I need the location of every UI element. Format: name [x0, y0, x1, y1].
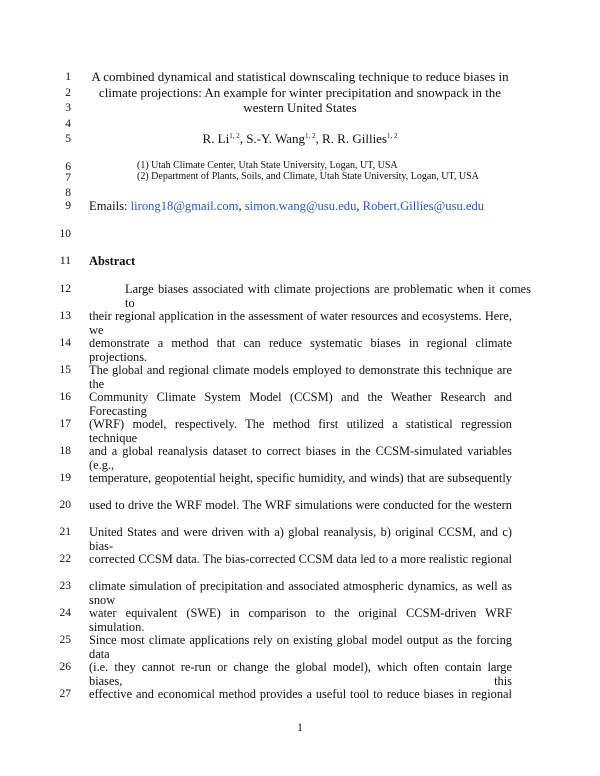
- line-number: 11: [59, 255, 71, 267]
- abstract-line: corrected CCSM data. The bias-corrected CCSM data led to a more realistic regional: [89, 552, 512, 566]
- email-link-1[interactable]: lirong18@gmail.com: [130, 199, 239, 213]
- title-line-1: A combined dynamical and statistical downscaling technique to reduce biases in: [91, 69, 509, 84]
- abstract-heading: Abstract: [89, 254, 136, 268]
- emails-label: Emails:: [89, 199, 128, 213]
- emails: Emails: lirong18@gmail.com, simon.wang@usu.edu, Robert.Gillies@usu.edu: [89, 199, 485, 213]
- line-number: 25: [59, 634, 71, 646]
- page-number: 1: [297, 722, 303, 734]
- line-number: 23: [59, 580, 71, 592]
- line-number: 22: [59, 553, 71, 565]
- author-name: R. R. Gillies: [322, 131, 388, 146]
- line-number: 1: [65, 71, 71, 83]
- abstract-line: Community Climate System Model (CCSM) and the Weather Research and Forecasting: [89, 390, 512, 418]
- abstract-line: Since most climate applications rely on existing global model output as the forcing data: [89, 633, 512, 661]
- line-number: 18: [59, 445, 71, 457]
- line-number: 6: [65, 161, 71, 173]
- abstract-line: their regional application in the assessment of water resources and ecosystems. Here, we: [89, 309, 512, 337]
- line-number: 20: [59, 499, 71, 511]
- author-affil: 1, 2: [387, 132, 398, 140]
- line-number: 8: [65, 187, 71, 199]
- line-number: 2: [65, 87, 71, 99]
- line-number: 15: [59, 364, 71, 376]
- line-number: 17: [59, 418, 71, 430]
- abstract-line: (i.e. they cannot re-run or change the global model), which often contain large biases, this: [89, 660, 512, 688]
- line-number: 24: [59, 607, 71, 619]
- abstract-line: climate simulation of precipitation and associated atmospheric dynamics, as well as snow: [89, 579, 512, 607]
- title-line-2: climate projections: An example for winter precipitation and snowpack in the: [98, 85, 502, 100]
- authors: R. Li$^{1, 2}$, S.-Y. Wang$^{1, 2}$, R. R. Gillies$^{1, 2}$: [202, 131, 398, 146]
- line-number: 19: [59, 472, 71, 484]
- abstract-line: demonstrate a method that can reduce systematic biases in regional climate projections.: [89, 336, 512, 364]
- title-line-3: western United States: [243, 100, 357, 115]
- line-number: 14: [59, 337, 71, 349]
- author-affil: 1, 2: [229, 132, 240, 140]
- line-number: 16: [59, 391, 71, 403]
- abstract-line: used to drive the WRF model. The WRF simulations were conducted for the western: [89, 498, 512, 512]
- line-number: 27: [59, 688, 71, 700]
- line-number: 26: [59, 661, 71, 673]
- abstract-line: and a global reanalysis dataset to correct biases in the CCSM-simulated variables (e.g.,: [89, 444, 512, 472]
- line-number: 13: [59, 310, 71, 322]
- email-link-3[interactable]: Robert.Gillies@usu.edu: [362, 199, 485, 213]
- line-number: 4: [65, 118, 71, 130]
- line-number: 9: [65, 200, 71, 212]
- abstract-line: water equivalent (SWE) in comparison to the original CCSM-driven WRF simulation.: [89, 606, 512, 634]
- author-name: R. Li: [202, 131, 230, 146]
- author-affil: 1, 2: [305, 132, 316, 140]
- affiliation-1: (1) Utah Climate Center, Utah State University, Logan, UT, USA: [137, 160, 398, 171]
- line-number: 7: [65, 172, 71, 184]
- line-number: 10: [59, 228, 71, 240]
- line-number: 3: [65, 102, 71, 114]
- line-number: 12: [59, 283, 71, 295]
- abstract-line: United States and were driven with a) global reanalysis, b) original CCSM, and c) bias-: [89, 525, 512, 553]
- abstract-line: The global and regional climate models employed to demonstrate this technique are the: [89, 363, 512, 391]
- abstract-line: effective and economical method provides a useful tool to reduce biases in regional: [89, 687, 512, 701]
- affiliation-2: (2) Department of Plants, Soils, and Climate, Utah State University, Logan, UT, USA: [137, 171, 479, 182]
- author-name: S.-Y. Wang: [246, 131, 305, 146]
- abstract-line: (WRF) model, respectively. The method first utilized a statistical regression technique: [89, 417, 512, 445]
- abstract-line: Large biases associated with climate projections are problematic when it comes to: [125, 282, 531, 310]
- abstract-line: temperature, geopotential height, specific humidity, and winds) that are subsequently: [89, 471, 512, 485]
- line-number: 5: [65, 133, 71, 145]
- email-link-2[interactable]: simon.wang@usu.edu: [244, 199, 357, 213]
- line-number: 21: [59, 526, 71, 538]
